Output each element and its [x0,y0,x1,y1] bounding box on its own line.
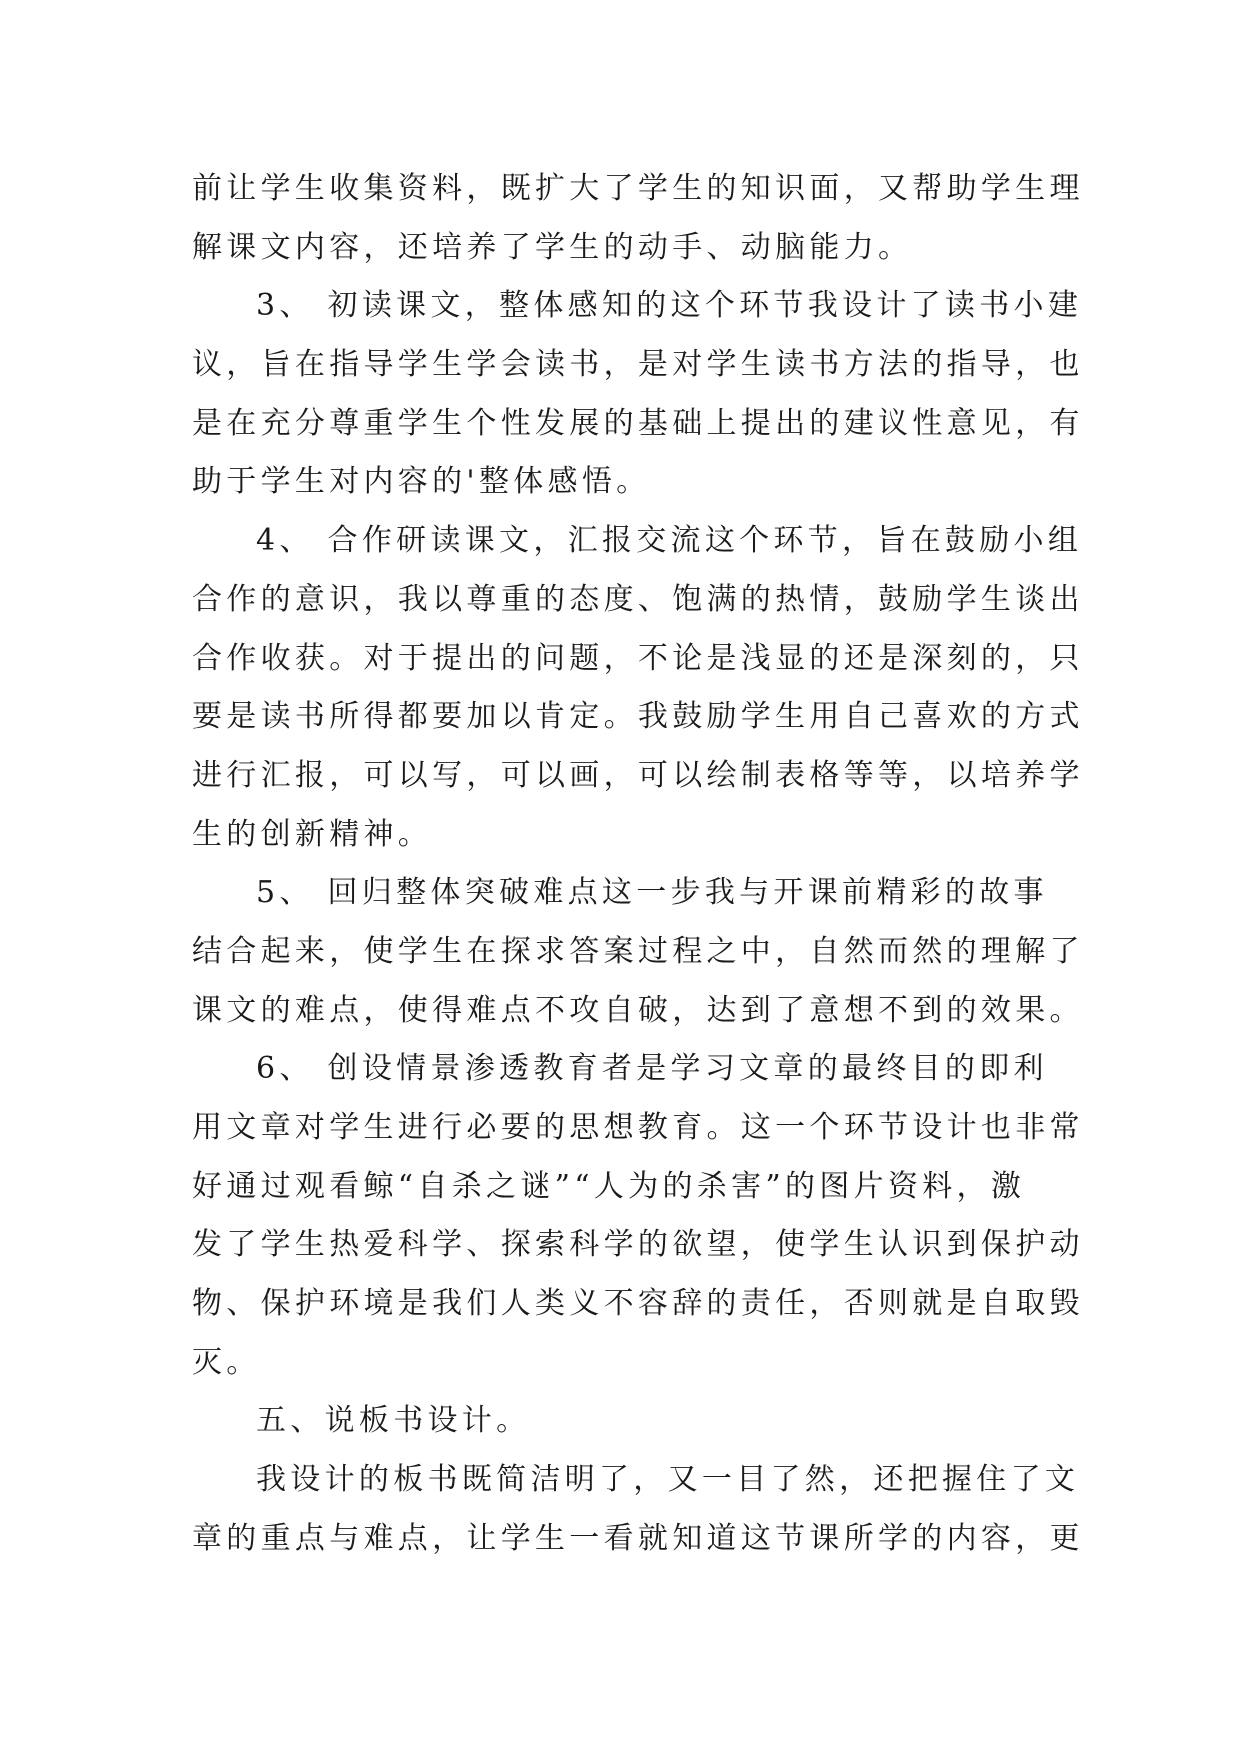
section-heading: 五、说板书设计。 [256,1403,531,1439]
body-text [192,160,1084,1569]
text-line: 合作收获。对于提出的问题，不论是浅显的还是深刻的，只 [192,640,1084,676]
text-line: 用文章对学生进行必要的思想教育。这一个环节设计也非常 [192,1110,1084,1145]
text-line: 物、保护环境是我们人类义不容辞的责任，否则就是自取毁 [192,1286,1084,1322]
text-line: 合作的意识，我以尊重的态度、饱满的热情，鼓励学生谈出 [192,581,1084,617]
text-line: 章的重点与难点，让学生一看就知道这节课所学的内容，更 [192,1520,1084,1556]
text-line: 议，旨在指导学生学会读书，是对学生读书方法的指导，也 [192,347,1084,383]
text-line: 发了学生热爱科学、探索科学的欲望，使学生认识到保护动 [192,1227,1084,1263]
text-line: 课文的难点，使得难点不攻自破，达到了意想不到的效果。 [192,992,1084,1028]
text-line: 灭。 [192,1344,261,1380]
text-line: 结合起来，使学生在探求答案过程之中，自然而然的理解了 [192,933,1084,969]
text-line: 助于学生对内容的'整体感悟。 [192,464,651,500]
text-line: 前让学生收集资料，既扩大了学生的知识面，又帮助学生理 [192,171,1084,206]
text-line: 6、 创设情景渗透教育者是学习文章的最终目的即利 [256,1051,1048,1087]
text-line: 我设计的板书既简洁明了，又一目了然，还把握住了文 [256,1462,1080,1498]
text-line: 要是读书所得都要加以肯定。我鼓励学生用自己喜欢的方式 [192,699,1084,735]
text-line: 4、 合作研读课文，汇报交流这个环节，旨在鼓励小组 [256,523,1083,559]
text-line: 好通过观看鲸“自杀之谜”“人为的杀害”的图片资料，激 [192,1168,1026,1204]
text-line: 进行汇报，可以写，可以画，可以绘制表格等等，以培养学 [192,757,1084,793]
text-line: 5、 回归整体突破难点这一步我与开课前精彩的故事 [256,875,1048,911]
text-line: 解课文内容，还培养了学生的动手、动脑能力。 [192,229,913,265]
text-line: 生的创新精神。 [192,816,433,852]
text-line: 是在充分尊重学生个性发展的基础上提出的建议性意见，有 [192,405,1084,441]
text-line: 3、 初读课文，整体感知的这个环节我设计了读书小建 [256,288,1083,324]
